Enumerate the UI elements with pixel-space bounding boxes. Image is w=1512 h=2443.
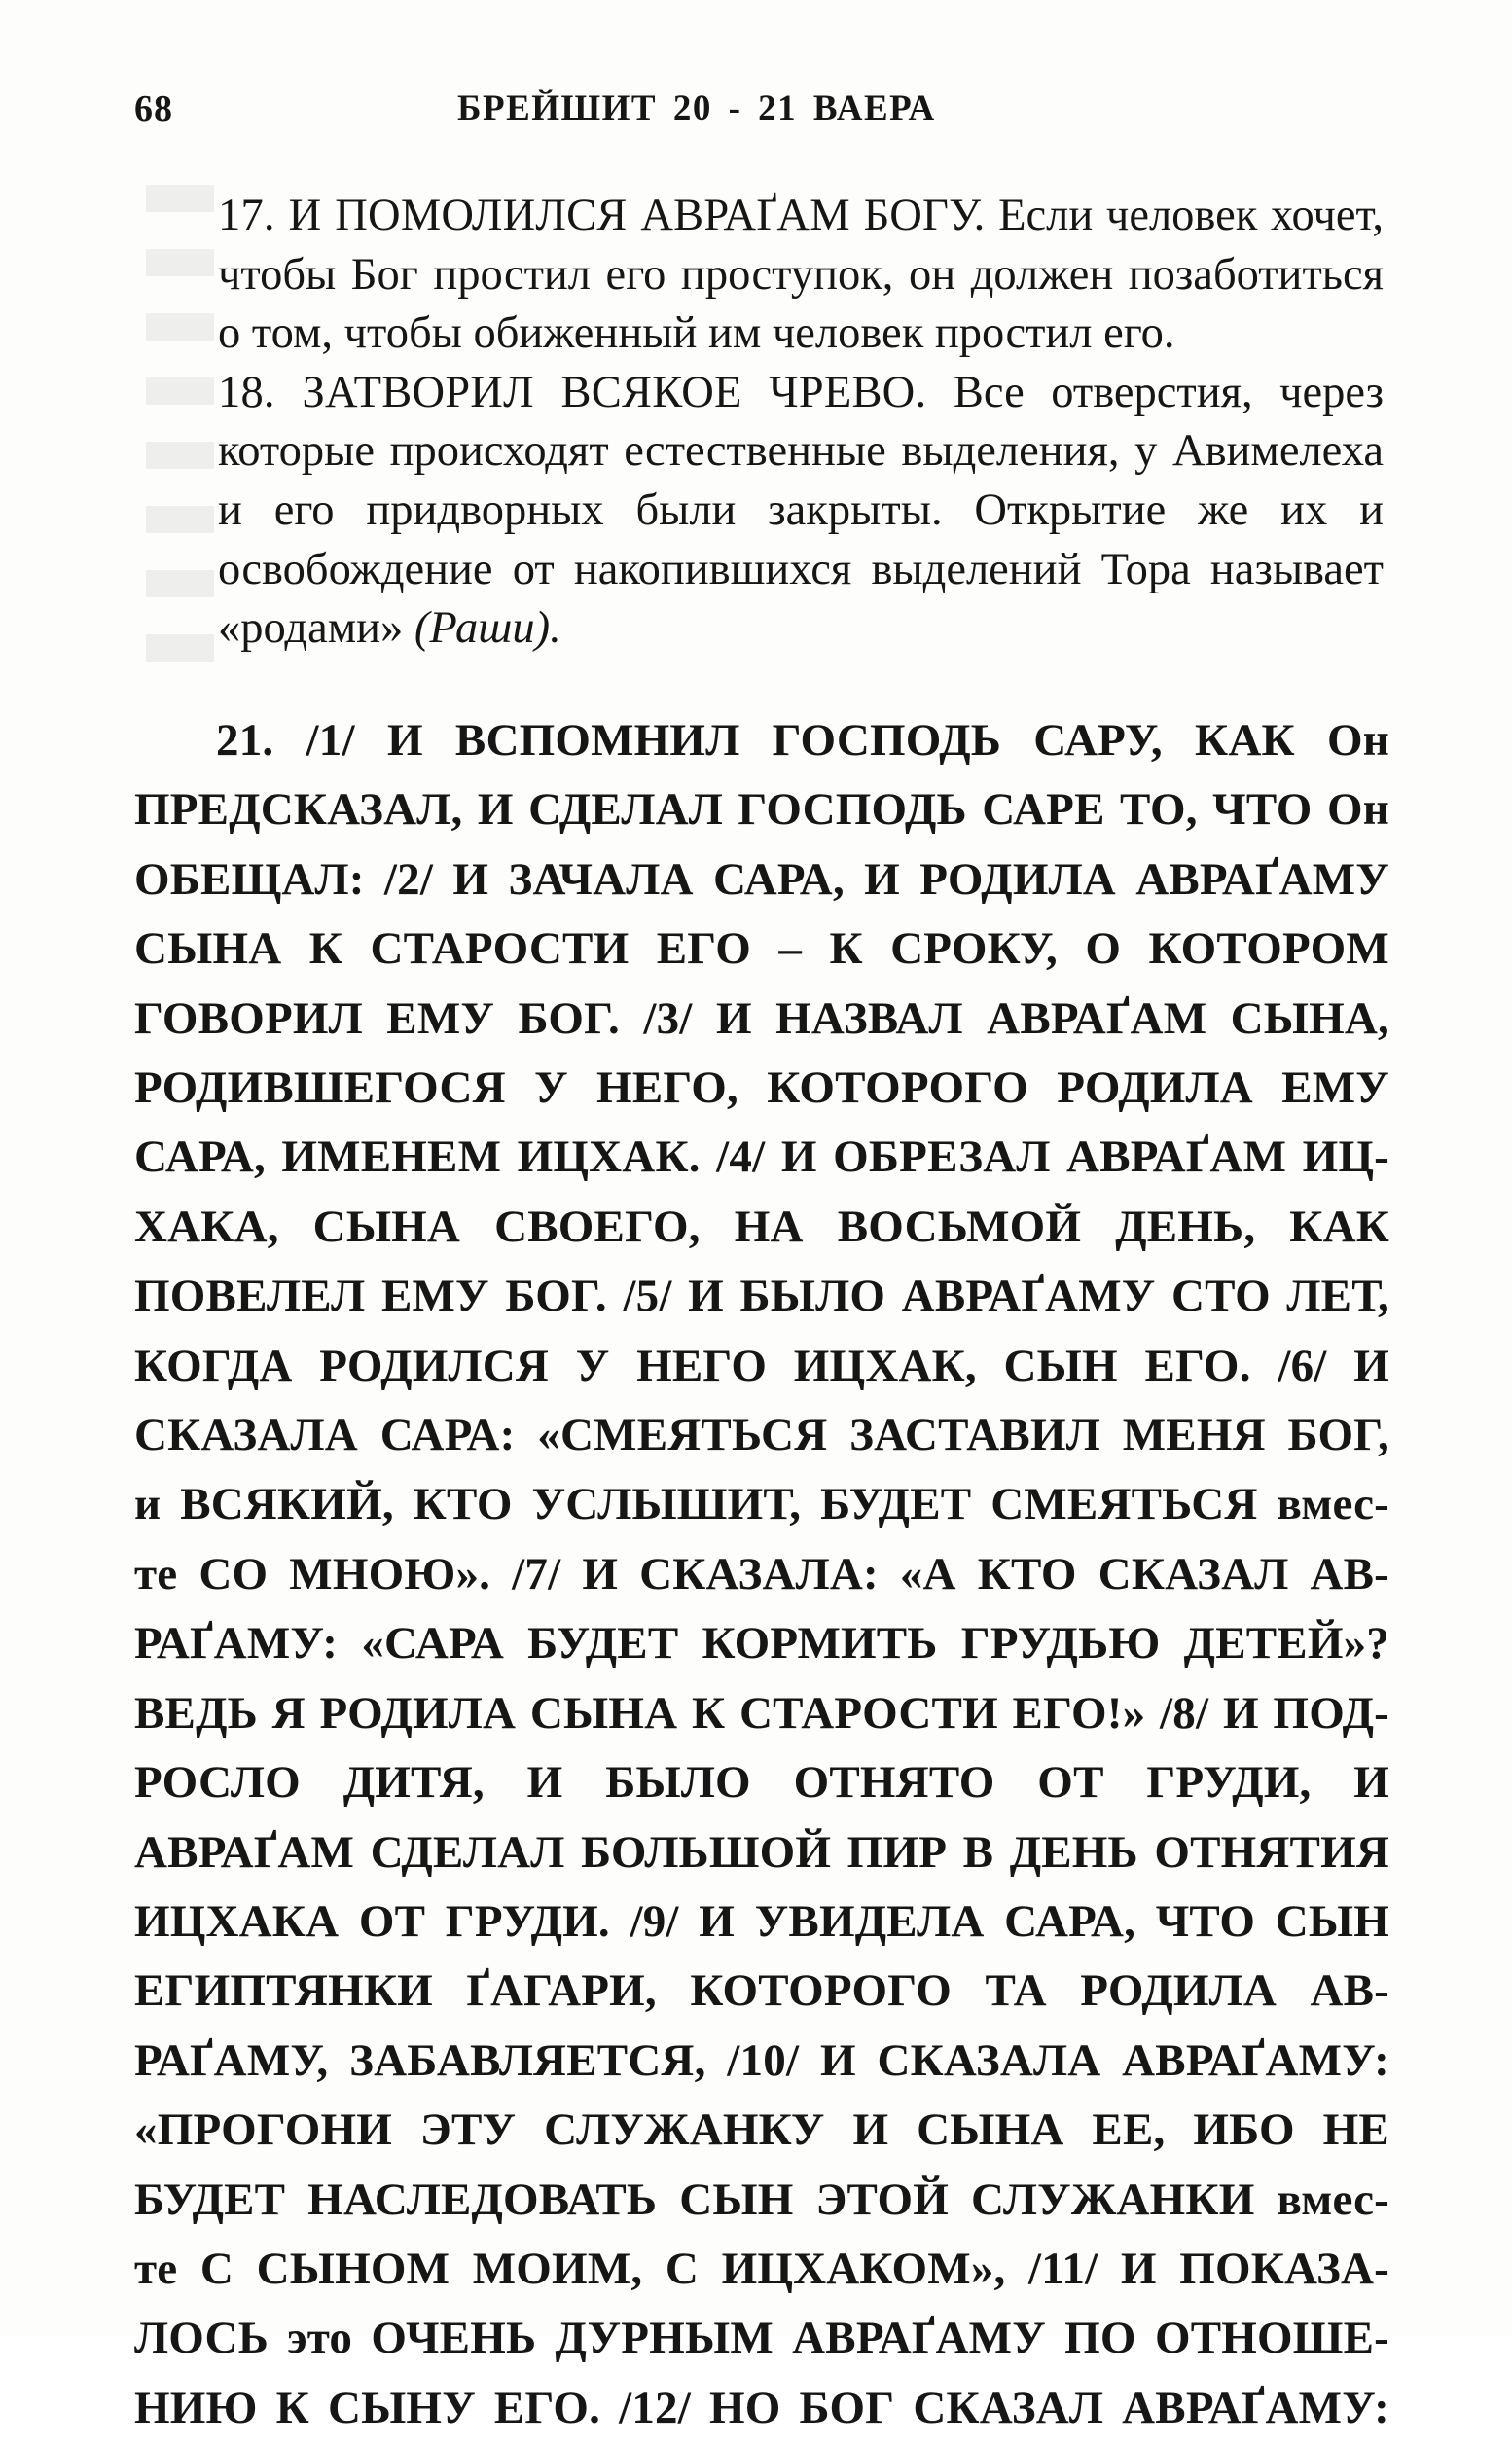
chapter-line: «ПРОГОНИ ЭТУ СЛУЖАНКУ И СЫНА ЕЕ, ИБО НЕ (134, 2104, 1389, 2156)
chapter-line: ЕГИПТЯНКИ ҐАГАРИ, КОТОРОГО ТА РОДИЛА АВ- (134, 1965, 1389, 2017)
chapter-line: КОГДА РОДИЛСЯ У НЕГО ИЦХАК, СЫН ЕГО. /6/ И (134, 1340, 1389, 1391)
chapter-line: СКАЗАЛА САРА: «СМЕЯТЬСЯ ЗАСТАВИЛ МЕНЯ БОГ, (134, 1410, 1389, 1461)
chapter-line: ВЕДЬ Я РОДИЛА СЫНА К СТАРОСТИ ЕГО!» /8/ И ПОД- (134, 1687, 1389, 1739)
note-18-source: (Раши). (414, 603, 561, 654)
note-18-body: Все отверстия, через которые происходят естественные выделения, у Авимелеха и его придворных были закрыты. Открытие же их и освобождение от накопившихся выделений Тора называет «родами» (218, 367, 1385, 654)
chapter-line: ЛОСЬ это ОЧЕНЬ ДУРНЫМ АВРАҐАМУ ПО ОТНОШЕ- (134, 2313, 1389, 2364)
chapter-line: ИЦХАКА ОТ ГРУДИ. /9/ И УВИДЕЛА САРА, ЧТО СЫН (134, 1895, 1389, 1947)
chapter-line: ГОВОРИЛ ЕМУ БОГ. /3/ И НАЗВАЛ АВРАҐАМ СЫНА, (134, 992, 1389, 1044)
chapter-line: СЫНА К СТАРОСТИ ЕГО – К СРОКУ, О КОТОРОМ (134, 923, 1389, 975)
running-title: БРЕЙШИТ 20 - 21 ВАЕРА (457, 89, 936, 128)
chapter-line: РАҐАМУ, ЗАБАВЛЯЕТСЯ, /10/ И СКАЗАЛА АВРАҐАМУ: (134, 2034, 1389, 2086)
note-18-lemma: 18. ЗАТВОРИЛ ВСЯКОЕ ЧРЕВО. (218, 367, 927, 417)
chapter-21-text (134, 706, 1389, 2443)
chapter-line: НИЮ К СЫНУ ЕГО. /12/ НО БОГ СКАЗАЛ АВРАҐАМУ: (134, 2382, 1389, 2433)
chapter-line: РОДИВШЕГОСЯ У НЕГО, КОТОРОГО РОДИЛА ЕМУ (134, 1062, 1389, 1114)
chapter-line: ПРЕДСКАЗАЛ, И СДЕЛАЛ ГОСПОДЬ САРЕ ТО, ЧТО Он (134, 784, 1389, 836)
chapter-line: и ВСЯКИЙ, КТО УСЛЫШИТ, БУДЕТ СМЕЯТЬСЯ вмес- (134, 1479, 1389, 1530)
chapter-line: ОБЕЩАЛ: /2/ И ЗАЧАЛА САРА, И РОДИЛА АВРАҐАМУ (134, 853, 1389, 905)
chapter-line: ПОВЕЛЕЛ ЕМУ БОГ. /5/ И БЫЛО АВРАҐАМУ СТО ЛЕТ, (134, 1271, 1389, 1322)
note-17-body: Если человек хочет, чтобы Бог простил его проступок, он должен позаботиться о том, чтобы обиженный им человек простил его. (218, 191, 1385, 359)
commentary-note-17 (218, 187, 1384, 364)
chapter-line: АВРАҐАМ СДЕЛАЛ БОЛЬШОЙ ПИР В ДЕНЬ ОТНЯТИЯ (134, 1826, 1389, 1878)
chapter-line: 21. /1/ И ВСПОМНИЛ ГОСПОДЬ САРУ, КАК Он (216, 715, 1389, 766)
chapter-line: БУДЕТ НАСЛЕДОВАТЬ СЫН ЭТОЙ СЛУЖАНКИ вмес- (134, 2174, 1389, 2225)
running-head (134, 88, 1389, 146)
note-17-lemma: 17. И ПОМОЛИЛСЯ АВРАҐАМ БОГУ. (218, 191, 986, 240)
chapter-line: ХАКА, СЫНА СВОЕГО, НА ВОСЬМОЙ ДЕНЬ, КАК (134, 1201, 1389, 1252)
chapter-line: РАҐАМУ: «САРА БУДЕТ КОРМИТЬ ГРУДЬЮ ДЕТЕЙ»? (134, 1618, 1389, 1670)
bleed-through-shadow (146, 185, 214, 691)
chapter-line: те СО МНОЮ». /7/ И СКАЗАЛА: «А КТО СКАЗАЛ АВ- (134, 1548, 1389, 1599)
page-number: 68 (134, 89, 173, 129)
commentary-note-18 (218, 364, 1384, 659)
chapter-line: РОСЛО ДИТЯ, И БЫЛО ОТНЯТО ОТ ГРУДИ, И (134, 1757, 1389, 1809)
commentary-block (218, 187, 1384, 659)
chapter-line: те С СЫНОМ МОИМ, С ИЦХАКОМ», /11/ И ПОКАЗА- (134, 2243, 1389, 2294)
chapter-line: САРА, ИМЕНЕМ ИЦХАК. /4/ И ОБРЕЗАЛ АВРАҐАМ ИЦ- (134, 1132, 1389, 1183)
